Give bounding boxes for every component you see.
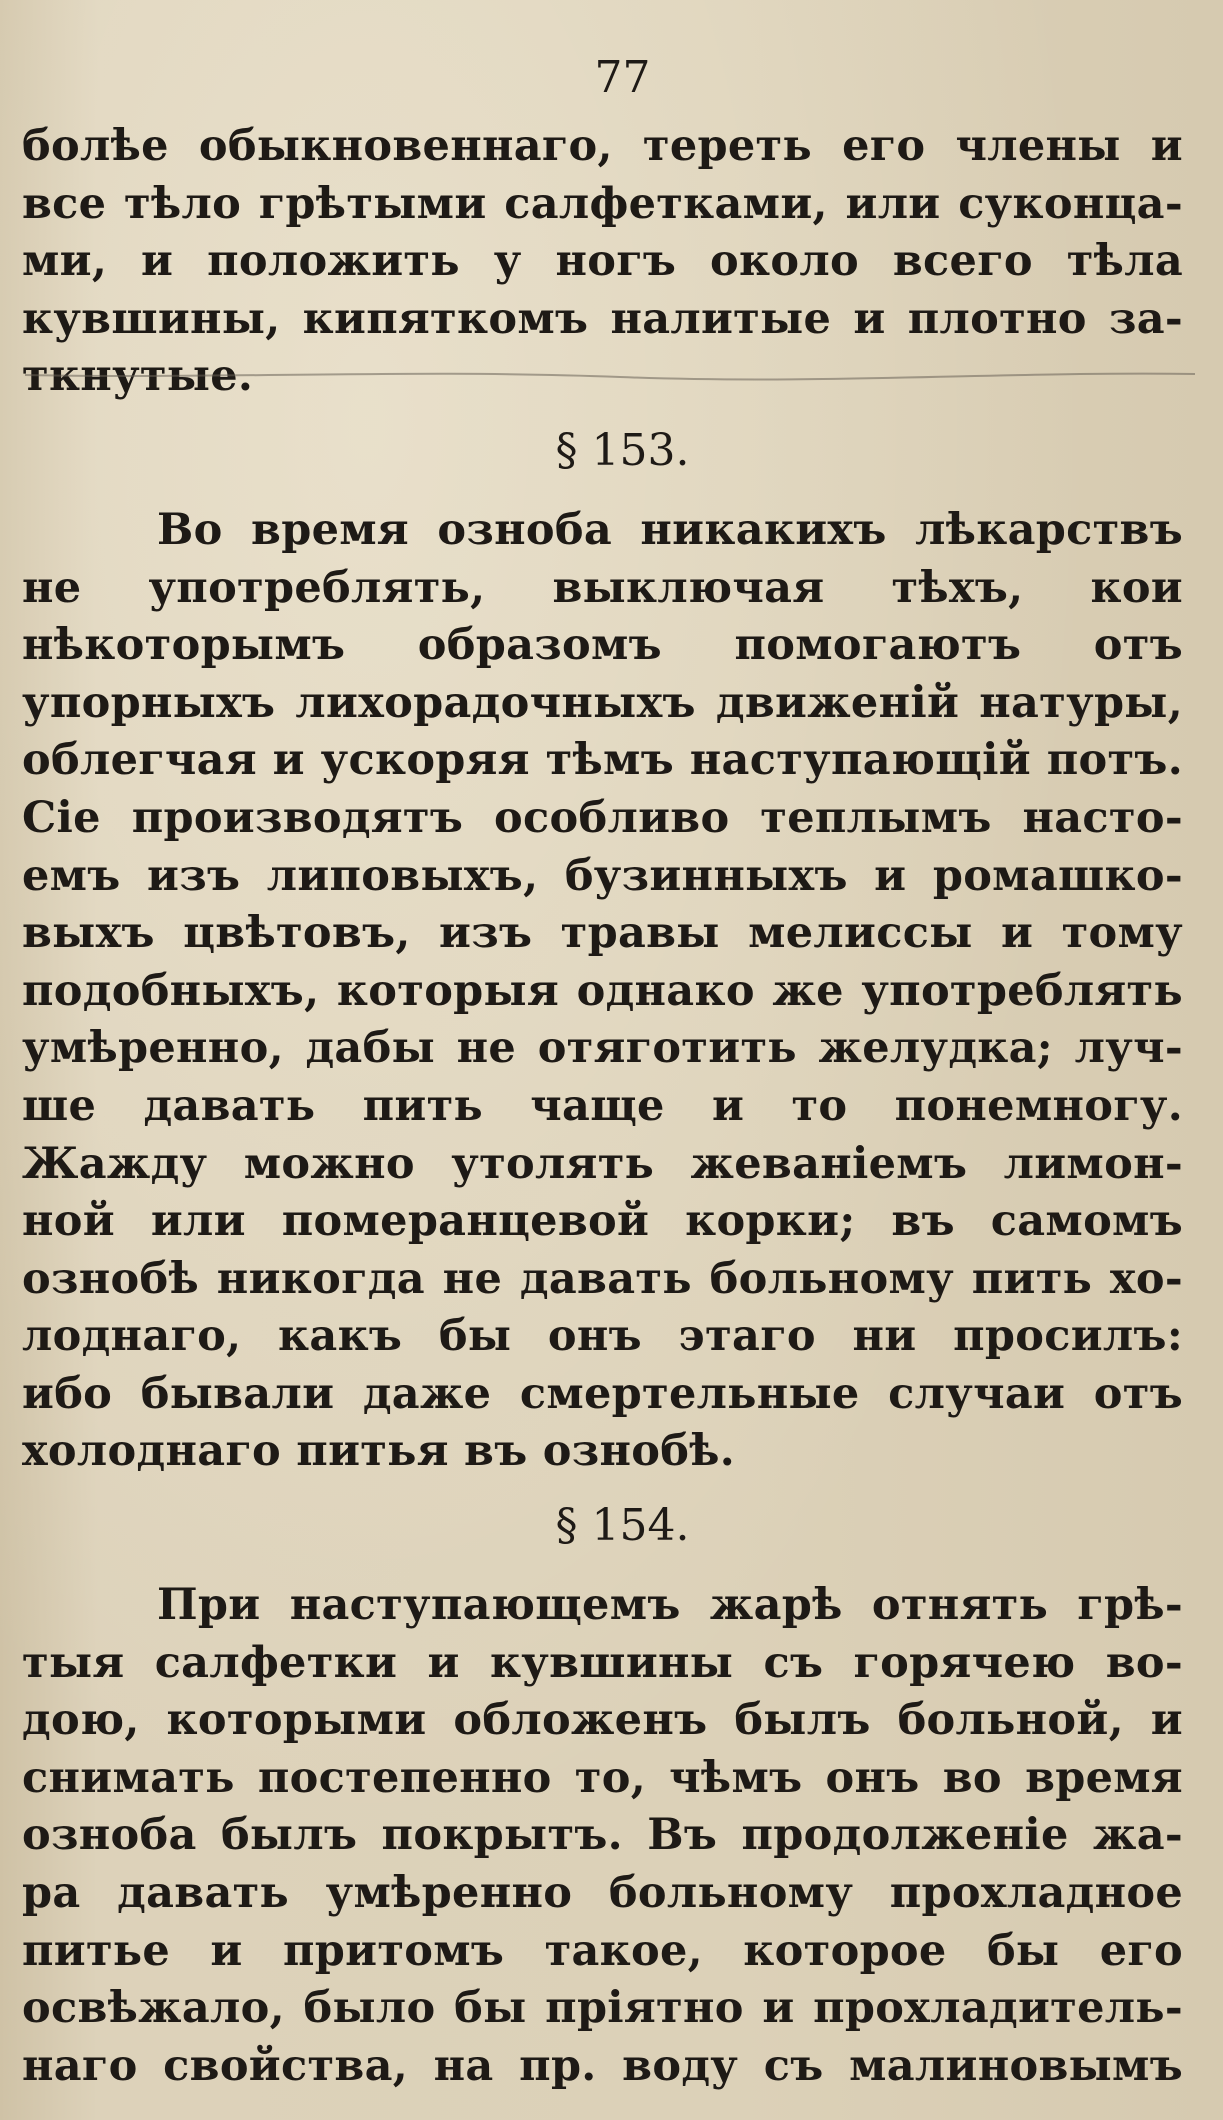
text-line: все тѣло грѣтыми салфетками, или суконца- — [22, 178, 1183, 229]
text-line: тыя салфетки и кувшины съ горячею во- — [22, 1637, 1183, 1688]
text-line: лоднаго, какъ бы онъ этаго ни просилъ: — [22, 1311, 1183, 1362]
text-line: подобныхъ, которыя однако же употреблять — [22, 965, 1183, 1016]
text-line: упорныхъ лихорадочныхъ движеній натуры, — [22, 677, 1183, 728]
text-line: ознобѣ никогда не давать больному пить хо- — [22, 1253, 1183, 1304]
text-line: ми, и положить у ногъ около всего тѣла — [22, 236, 1183, 287]
text-line: дою, которыми обложенъ былъ больной, и — [22, 1695, 1183, 1746]
paragraph-153 — [22, 502, 1183, 1481]
text-line: нѣкоторымъ образомъ помогаютъ отъ — [22, 620, 1183, 671]
text-line: ной или померанцевой корки; въ самомъ — [22, 1196, 1183, 1247]
paragraph-154 — [22, 1577, 1183, 2095]
text-line: емъ изъ липовыхъ, бузинныхъ и ромашко- — [22, 850, 1183, 901]
text-line: болѣе обыкновеннаго, тереть его члены и — [22, 121, 1183, 171]
text-line: не употреблять, выключая тѣхъ, кои — [22, 562, 1183, 613]
section-heading-154: § 154. — [555, 1500, 690, 1552]
text-line: Жажду можно утолять жеваніемъ лимон- — [22, 1138, 1183, 1189]
paragraph-continuation — [22, 118, 1183, 406]
text-line: Сіе производятъ особливо теплымъ насто- — [22, 792, 1183, 843]
text-line: ибо бывали даже смертельные случаи отъ — [22, 1368, 1183, 1419]
text-line: освѣжало, было бы пріятно и прохладитель- — [22, 1983, 1183, 2034]
text-line: снимать постепенно то, чѣмъ онъ во время — [22, 1752, 1183, 1803]
text-line: ше давать пить чаще и то понемногу. — [22, 1080, 1183, 1131]
section-heading-153: § 153. — [555, 424, 690, 476]
text-line: ткнутые. — [22, 351, 254, 402]
text-line: ра давать умѣренно больному прохладное — [22, 1868, 1183, 1919]
text-line: Во время озноба никакихъ лѣкарствъ — [157, 504, 1183, 555]
text-line: кувшины, кипяткомъ налитые и плотно за- — [22, 293, 1183, 344]
text-line: наго свойства, на пр. воду съ малиновымъ — [22, 2040, 1183, 2091]
text-line: питье и притомъ такое, которое бы его — [22, 1925, 1183, 1976]
text-line: облегчая и ускоряя тѣмъ наступающій потъ. — [22, 735, 1183, 786]
text-line: При наступающемъ жарѣ отнять грѣ- — [157, 1580, 1183, 1631]
page-number: 77 — [594, 52, 651, 103]
text-line: умѣренно, дабы не отяготить желудка; луч- — [22, 1023, 1183, 1074]
text-line: выхъ цвѣтовъ, изъ травы мелиссы и тому — [22, 908, 1183, 959]
text-line: холоднаго питья въ ознобѣ. — [22, 1426, 736, 1477]
text-line: озноба былъ покрытъ. Въ продолженіе жа- — [22, 1810, 1183, 1861]
